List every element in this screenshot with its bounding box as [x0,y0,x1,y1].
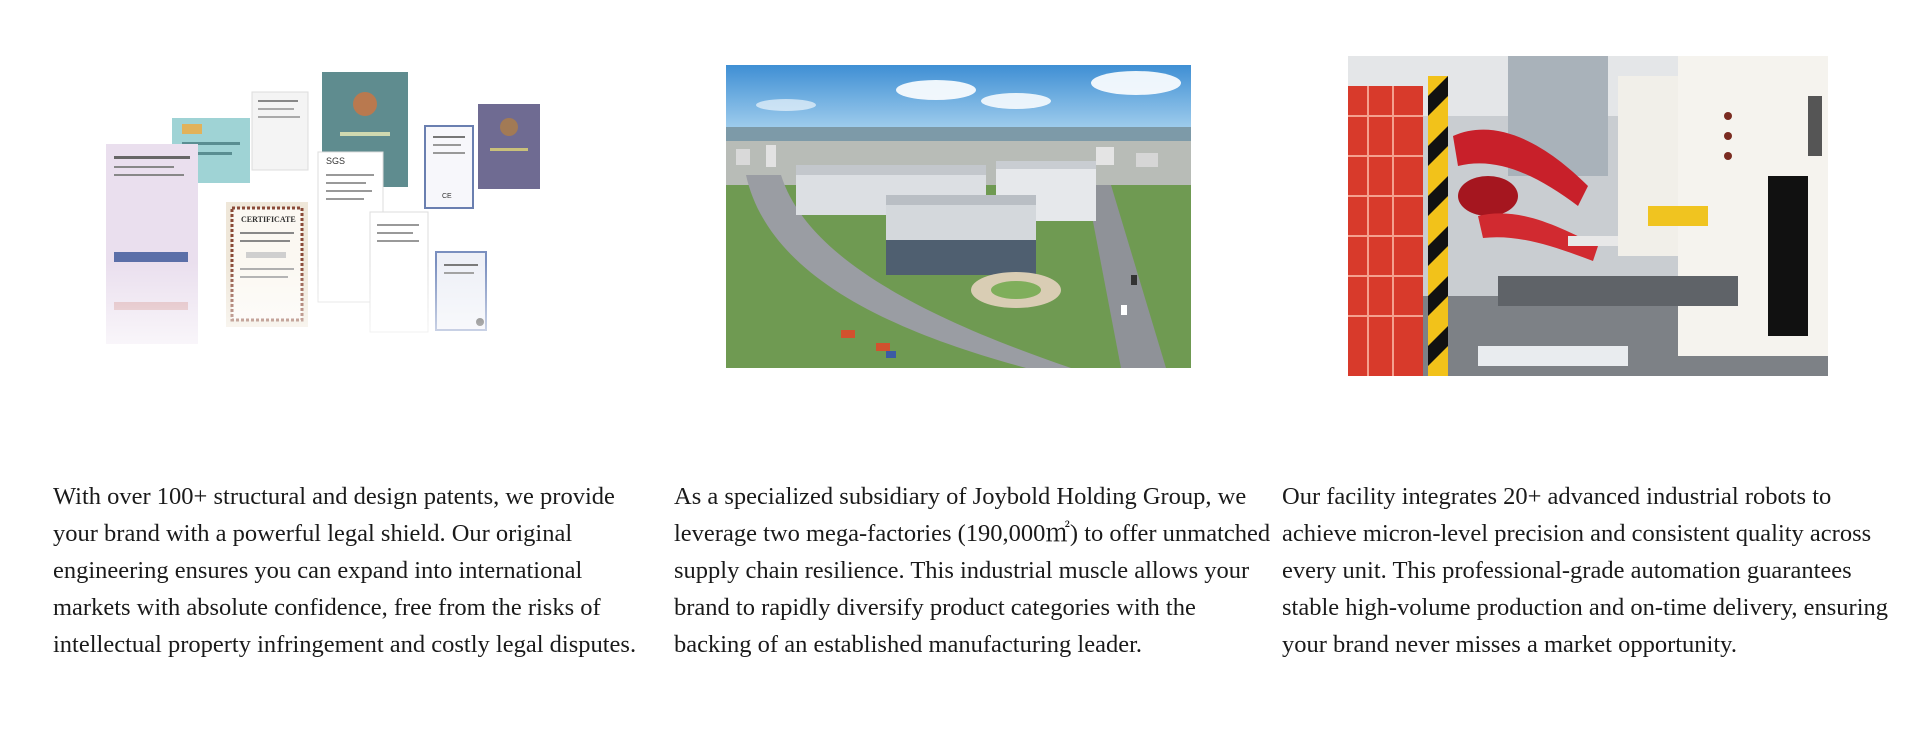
sgs-mark: SGS [326,156,346,166]
certificate-title: CERTIFICATE [241,215,296,224]
patents-column [0,0,660,752]
industrial-robots-photo [1348,56,1828,376]
patents-description: With over 100+ structural and design patents, we provide your brand with a powerful legal shield. Our original engineering ensures you can expand into international markets with absolute confidence, free from the risks of intellectual property infringement and costly legal disputes. [53,483,637,658]
robots-column [1280,0,1920,752]
ce-mark: CE [442,193,452,200]
factory-aerial-photo [726,65,1191,368]
factory-column [660,0,1280,752]
factory-description: As a specialized subsidiary of Joybold Holding Group, we leverage two mega-factories (190,000㎡) to offer unmatched supply chain resilience. This industrial muscle allows your brand to rapidly diversify product categories with the backing of an established manufacturing leader. [674,483,1271,658]
certificates-photo [100,52,555,372]
robots-description: Our facility integrates 20+ advanced industrial robots to achieve micron-level precision and consistent quality across every unit. This professional-grade automation guarantees stable high-volume production and on-time delivery, ensuring your brand never misses a market opportunity. [1282,483,1889,658]
